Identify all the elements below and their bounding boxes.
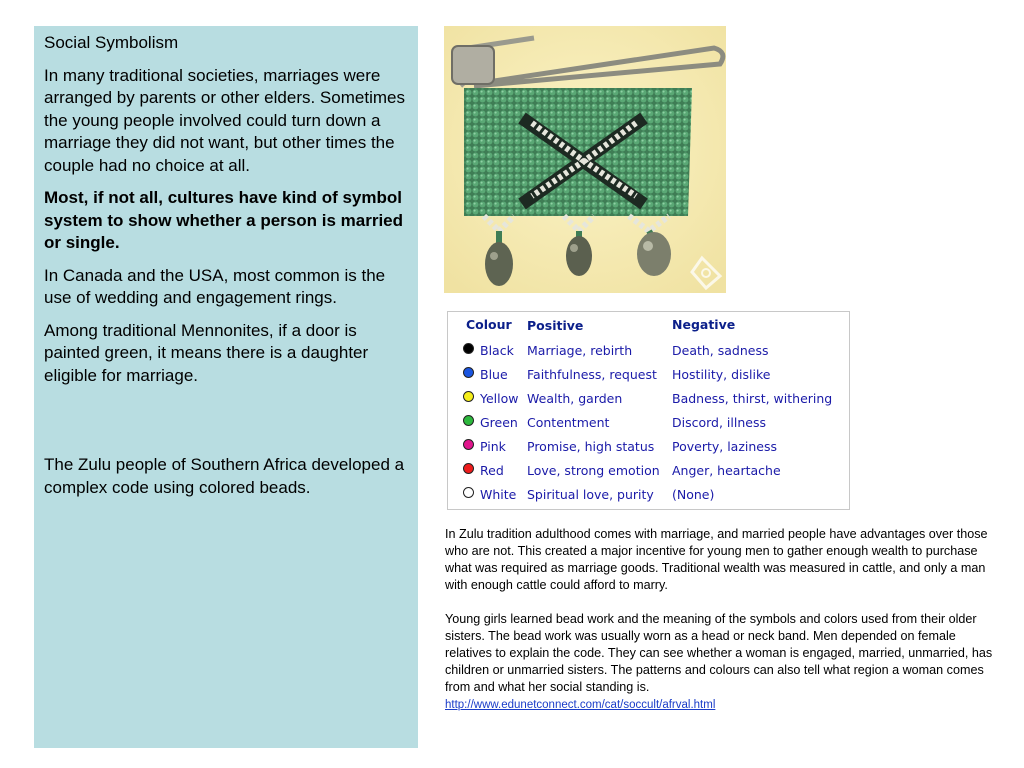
legend-header-colour: Colour [466, 317, 512, 332]
bead-drop-right [637, 232, 671, 276]
legend-header-negative: Negative [672, 317, 736, 332]
colour-swatch-icon [463, 415, 474, 426]
legend-colour-cell: White [480, 487, 517, 502]
colour-swatch-icon [463, 391, 474, 402]
paragraph-zulu-beads: The Zulu people of Southern Africa developed a complex code using colored beads. [44, 455, 405, 497]
legend-colour-cell: Red [480, 463, 504, 478]
legend-colour-cell: Blue [480, 367, 508, 382]
zulu-colour-legend [447, 311, 850, 510]
colour-swatch-icon [463, 487, 474, 498]
legend-negative-cell: Badness, thirst, withering [672, 391, 833, 406]
colour-swatch-icon [463, 439, 474, 450]
legend-negative-cell: Death, sadness [672, 343, 769, 358]
legend-header-positive: Positive [527, 318, 584, 333]
paragraph-zulu-adulthood: In Zulu tradition adulthood comes with marriage, and married people have advantages over those who are not. This created a major incentive for young men to gather enough wealth to purchase what was required as marriage goods. Traditional wealth was measured in cattle, and only a man with enough cattle could afford to marry. [445, 527, 988, 592]
colour-swatch-icon [463, 343, 474, 354]
legend-colour-cell: Black [480, 343, 514, 358]
colour-swatch-icon [463, 463, 474, 474]
paragraph-canada-usa: In Canada and the USA, most common is the use of wedding and engagement rings. [44, 265, 386, 307]
paragraph-bead-work [445, 611, 1000, 714]
legend-colour-cell: Pink [480, 439, 506, 454]
legend-negative-cell: Discord, illness [672, 415, 766, 430]
legend-row [448, 437, 849, 457]
legend-positive-cell: Faithfulness, request [527, 367, 657, 382]
bead-drop-left [485, 242, 513, 286]
colour-swatch-icon [463, 367, 474, 378]
left-text-panel [34, 26, 418, 748]
legend-positive-cell: Spiritual love, purity [527, 487, 654, 502]
section-heading: Social Symbolism [44, 33, 179, 52]
legend-colour-cell: Yellow [480, 391, 519, 406]
legend-positive-cell: Marriage, rebirth [527, 343, 633, 358]
paragraph-symbol-systems: Most, if not all, cultures have kind of symbol system to show whether a person is married or single. [44, 188, 404, 252]
paragraph-arranged-marriages: In many traditional societies, marriages were arranged by parents or other elders. Sometimes the young people involved could turn down a marriage they did not want, but other times the couple had no choice at all. [44, 65, 405, 175]
legend-colour-cell: Green [480, 415, 518, 430]
legend-negative-cell: Anger, heartache [672, 463, 781, 478]
paragraph-mennonites: Among traditional Mennonites, if a door is painted green, it means there is a daughter eligible for marriage. [44, 320, 369, 385]
beadwork-pin-illustration [444, 26, 726, 293]
legend-positive-cell: Love, strong emotion [527, 463, 660, 478]
legend-row [448, 485, 849, 505]
legend-row [448, 461, 849, 481]
legend-positive-cell: Promise, high status [527, 439, 655, 454]
bead-drop-middle [566, 236, 592, 276]
legend-negative-cell: Poverty, laziness [672, 439, 778, 454]
right-text-block [445, 526, 1000, 714]
legend-row [448, 413, 849, 433]
source-link[interactable]: http://www.edunetconnect.com/cat/soccult/afrval.html [445, 699, 716, 711]
bead-work-text: Young girls learned bead work and the meaning of the symbols and colors used from their older sisters. The bead work was usually worn as a head or neck band. Men depended on female relatives to explain the code. They can see whether a woman is engaged, married, unmarried, has children or unmarried sisters. The patterns and colours can also tell what region a woman comes from and what her social standing is. [445, 612, 993, 694]
legend-positive-cell: Wealth, garden [527, 391, 623, 406]
zulu-beadwork-photo [444, 26, 726, 293]
legend-negative-cell: (None) [672, 487, 715, 502]
legend-negative-cell: Hostility, dislike [672, 367, 771, 382]
legend-row [448, 365, 849, 385]
legend-row [448, 389, 849, 409]
legend-row [448, 341, 849, 361]
legend-positive-cell: Contentment [527, 415, 610, 430]
